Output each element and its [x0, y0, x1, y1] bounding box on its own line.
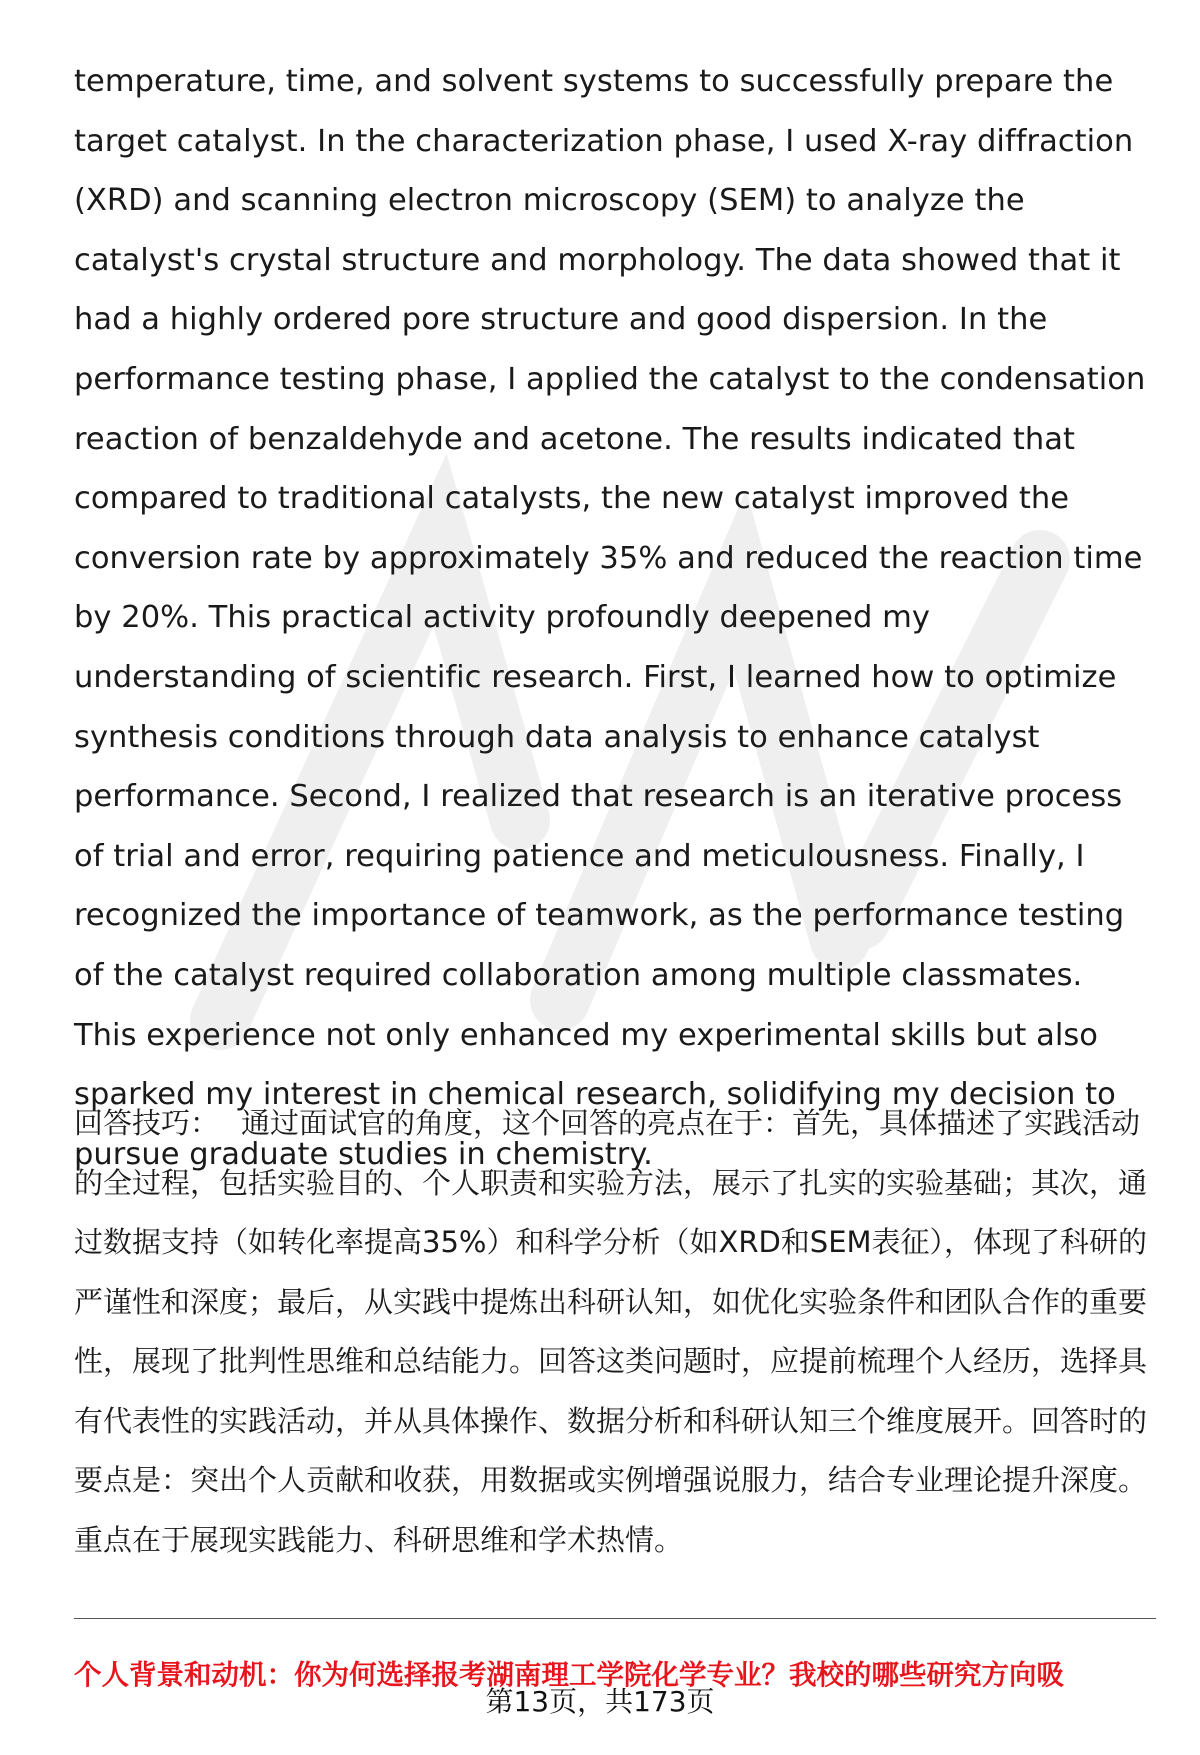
tips-label: 回答技巧：: [74, 1106, 220, 1140]
tips-text: 通过面试官的角度，这个回答的亮点在于：首先，具体描述了实践活动的全过程，包括实验目的、个人职责和实验方法，展示了扎实的实验基础；其次，通过数据支持（如转化率提高35%）和科学分析（如XRD和SEM表征），体现了科研的严谨性和深度；最后，从实践中提炼出科研认知，如优化实验条件和团队合作的重要性，展现了批判性思维和总结能力。回答这类问题时，应提前梳理个人经历，选择具有代表性的实践活动，并从具体操作、数据分析和科研认知三个维度展开。回答时的要点是：突出个人贡献和收获，用数据或实例增强说服力，结合专业理论提升深度。重点在于展现实践能力、科研思维和学术热情。: [74, 1106, 1148, 1557]
answer-tips: [74, 1094, 1154, 1570]
answer-paragraph: temperature, time, and solvent systems to successfully prepare the target catalyst. In the characterization phase, I used X-ray diffraction (XRD) and scanning electron microscopy (SEM) to analyze the catalyst's crystal structure and morphology. The data showed that it had a highly ordered pore structure and good dispersion. In the performance testing phase, I applied the catalyst to the condensation reaction of benzaldehyde and acetone. The results indicated that compared to traditional catalysts, the new catalyst improved the conversion rate by approximately 35% and reduced the reaction time by 20%. This practical activity profoundly deepened my understanding of scientific research. First, I learned how to optimize synthesis conditions through data analysis to enhance catalyst performance. Second, I realized that research is an iterative process of trial and error, requiring patience and meticulousness. Finally, I recognized the importance of teamwork, as the performance testing of the catalyst required collaboration among multiple classmates. This experience not only enhanced my experimental skills but also sparked my interest in chemical research, solidifying my decision to pursue graduate studies in chemistry.: [74, 64, 1146, 1172]
page-number: 第13页，共173页: [485, 1685, 715, 1718]
next-question-heading: 个人背景和动机：你为何选择报考湖南理工学院化学专业？我校的哪些研究方向吸: [74, 1659, 1064, 1691]
section-divider: [74, 1618, 1156, 1619]
